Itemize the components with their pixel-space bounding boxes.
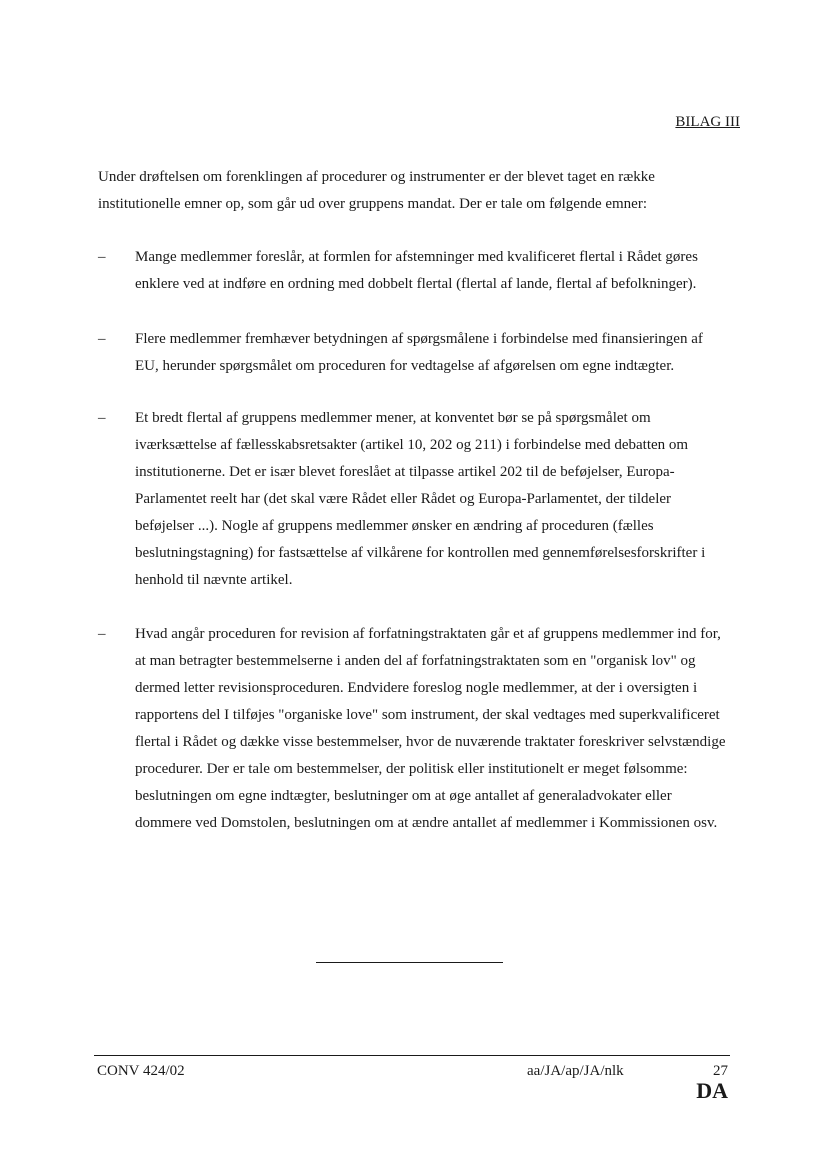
footer-divider: [94, 1055, 730, 1056]
list-item: [98, 621, 730, 837]
dash-bullet: –: [98, 410, 106, 426]
list-item: [98, 326, 730, 380]
document-reference: CONV 424/02: [97, 1063, 185, 1079]
end-divider: [316, 962, 503, 963]
author-initials: aa/JA/ap/JA/nlk: [527, 1063, 624, 1079]
dash-bullet: –: [98, 331, 106, 347]
list-item-text: Mange medlemmer foreslår, at formlen for afstemninger med kvalificeret flertal i Rådet gøres enklere ved at indføre en ordning med dobbelt flertal (flertal af lande, flertal af befolkninger).: [135, 249, 698, 292]
dash-bullet: –: [98, 249, 106, 265]
list-item: [98, 405, 730, 594]
list-item-text: Et bredt flertal af gruppens medlemmer mener, at konventet bør se på spørgsmålet om iværksættelse af fællesskabsretsakter (artikel 10, 202 og 211) i forbindelse med debatten om institutionerne. Det er især blevet foreslået at tilpasse artikel 202 til de beføjelser, Europa-Parlamentet reelt har (det skal være Rådet eller Rådet og Europa-Parlamentet, der tildeler beføjelser ...). Nogle af gruppens medlemmer ønsker en ændring af proceduren (fælles beslutningstagning) for fastsættelse af vilkårene for kontrollen med gennemførelsesforskrifter i henhold til nævnte artikel.: [135, 410, 706, 588]
language-code: DA: [696, 1078, 728, 1103]
list-item-text: Hvad angår proceduren for revision af forfatningstraktaten går et af gruppens medlemmer ind for, at man betragter bestemmelserne i anden del af forfatningstraktaten som en "organisk lov" og dermed letter revisionsproceduren. Endvidere foreslog nogle medlemmer, at der i oversigten i rapportens del I tilføjes "organiske love" som instrument, der skal vedtages med superkvalificeret flertal i Rådet og dække visse bestemmelser, hvor de nuværende traktater foreskriver selvstændige procedurer. Der er tale om bestemmelser, der politisk eller institutionelt er meget følsomme: beslutningen om egne indtægter, beslutninger om at øge antallet af generaladvokater eller dommere ved Domstolen, beslutningen om at ændre antallet af medlemmer i Kommissionen osv.: [135, 626, 726, 831]
annex-heading: BILAG III: [675, 114, 740, 130]
intro-paragraph: Under drøftelsen om forenklingen af procedurer og instrumenter er der blevet taget en række institutionelle emner op, som går ud over gruppens mandat. Der er tale om følgende emner:: [98, 169, 655, 212]
list-item: [98, 244, 730, 298]
dash-bullet: –: [98, 626, 106, 642]
list-item-text: Flere medlemmer fremhæver betydningen af spørgsmålene i forbindelse med finansieringen af EU, herunder spørgsmålet om proceduren for vedtagelse af afgørelsen om egne indtægter.: [135, 331, 703, 374]
page-number: 27: [713, 1063, 728, 1079]
